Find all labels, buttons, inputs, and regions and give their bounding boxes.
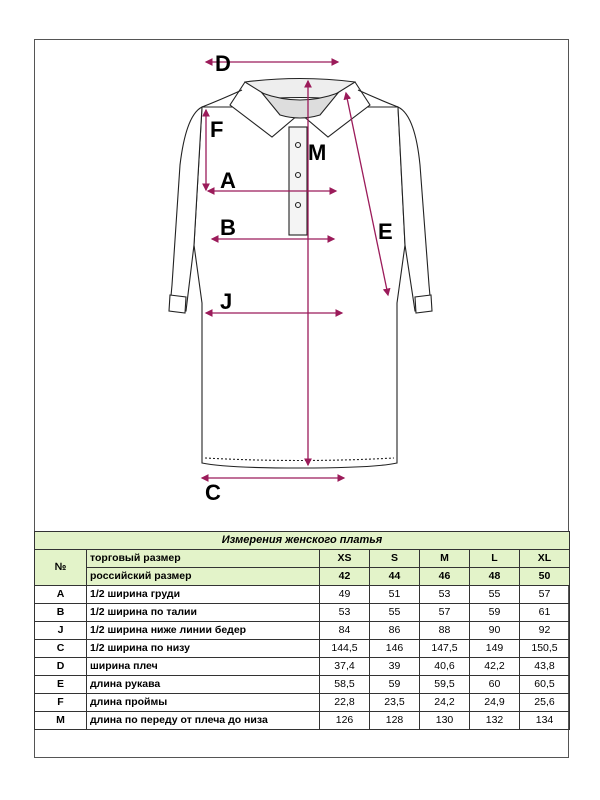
row-value: 55 [470,586,520,604]
row-value: 59 [370,676,420,694]
size-table [34,531,570,730]
row-code: J [35,622,87,640]
row-code: E [35,676,87,694]
label-b: B [220,215,236,240]
row-value: 92 [520,622,570,640]
row-value: 60 [470,676,520,694]
row-value: 130 [420,712,470,730]
table-row [35,640,570,658]
row-value: 90 [470,622,520,640]
row-value: 144,5 [320,640,370,658]
row-value: 24,9 [470,694,520,712]
table-row [35,676,570,694]
row-value: 57 [420,604,470,622]
label-c: C [205,480,221,505]
russian-size: 46 [420,568,470,586]
row-name: 1/2 ширина ниже линии бедер [87,622,320,640]
label-d: D [215,51,231,76]
label-m: M [308,140,327,165]
row-name: длина рукава [87,676,320,694]
row-value: 150,5 [520,640,570,658]
row-value: 57 [520,586,570,604]
trade-size: S [370,550,420,568]
row-code: A [35,586,87,604]
trade-size-row [35,550,570,568]
row-value: 49 [320,586,370,604]
row-value: 132 [470,712,520,730]
russian-size-row [35,568,570,586]
trade-size: L [470,550,520,568]
trade-size: XL [520,550,570,568]
row-name: 1/2 ширина по низу [87,640,320,658]
table-row [35,712,570,730]
row-code: F [35,694,87,712]
num-header: № [35,550,87,586]
row-value: 61 [520,604,570,622]
table-row [35,658,570,676]
dress-diagram [150,45,450,515]
row-value: 22,8 [320,694,370,712]
row-value: 128 [370,712,420,730]
table-row [35,604,570,622]
row-value: 24,2 [420,694,470,712]
table-row [35,694,570,712]
row-value: 146 [370,640,420,658]
row-value: 23,5 [370,694,420,712]
row-value: 37,4 [320,658,370,676]
row-name: 1/2 ширина груди [87,586,320,604]
row-name: 1/2 ширина по талии [87,604,320,622]
table-row [35,622,570,640]
row-name: ширина плеч [87,658,320,676]
russian-size: 50 [520,568,570,586]
label-j: J [220,289,233,314]
trade-size: M [420,550,470,568]
row-value: 40,6 [420,658,470,676]
row-value: 59,5 [420,676,470,694]
russian-size: 42 [320,568,370,586]
russian-size-label: российский размер [87,568,320,586]
label-e: E [378,219,393,244]
row-value: 53 [320,604,370,622]
label-a: A [220,168,236,193]
row-code: M [35,712,87,730]
row-value: 59 [470,604,520,622]
row-value: 134 [520,712,570,730]
row-value: 43,8 [520,658,570,676]
row-value: 53 [420,586,470,604]
trade-size: XS [320,550,370,568]
row-value: 147,5 [420,640,470,658]
row-value: 25,6 [520,694,570,712]
row-code: B [35,604,87,622]
row-value: 42,2 [470,658,520,676]
row-value: 88 [420,622,470,640]
table-title-row [35,532,570,550]
row-value: 126 [320,712,370,730]
measurement-rows [35,586,570,730]
row-value: 39 [370,658,420,676]
trade-size-label: торговый размер [87,550,320,568]
row-value: 55 [370,604,420,622]
row-value: 51 [370,586,420,604]
row-value: 149 [470,640,520,658]
russian-size: 44 [370,568,420,586]
row-value: 58,5 [320,676,370,694]
table-row [35,586,570,604]
row-name: длина по переду от плеча до низа [87,712,320,730]
row-value: 84 [320,622,370,640]
row-code: C [35,640,87,658]
label-f: F [210,117,224,142]
row-value: 86 [370,622,420,640]
table-title: Измерения женского платья [35,532,570,550]
row-value: 60,5 [520,676,570,694]
dress-outline [169,79,432,469]
russian-size: 48 [470,568,520,586]
row-name: длина проймы [87,694,320,712]
row-code: D [35,658,87,676]
